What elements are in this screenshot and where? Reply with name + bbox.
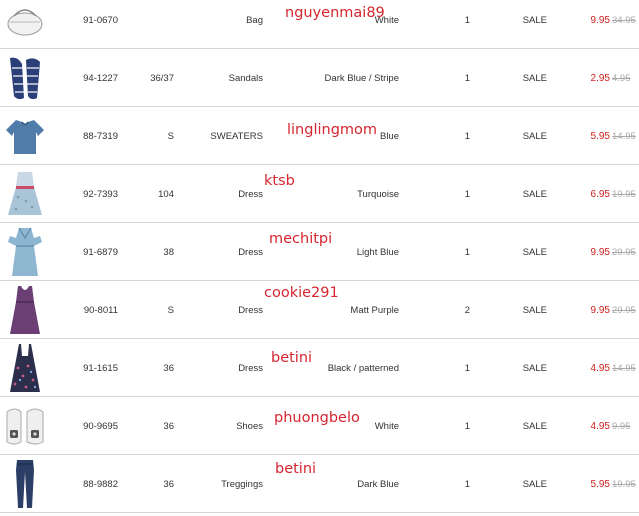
sale-price: 9.95 <box>590 246 610 258</box>
status-label: SALE <box>522 420 547 432</box>
quantity: 1 <box>464 362 470 374</box>
buyer-handle: betini <box>271 350 313 366</box>
buyer-handle: mechitpi <box>269 231 333 247</box>
product-type: Dress <box>238 362 263 374</box>
purple-dress-icon[interactable] <box>0 282 50 338</box>
sale-price: 4.95 <box>590 420 610 432</box>
sale-price: 5.95 <box>590 478 610 490</box>
article-number: 90-8011 <box>83 304 118 316</box>
quantity: 1 <box>464 478 470 490</box>
kids-dress-icon[interactable] <box>0 166 50 222</box>
size: 38 <box>163 246 174 258</box>
size: 36/37 <box>150 72 174 84</box>
status-label: SALE <box>522 478 547 490</box>
size: S <box>167 304 174 316</box>
status-label: SALE <box>522 188 547 200</box>
original-price: 29.95 <box>612 246 636 258</box>
color: Dark Blue / Stripe <box>324 72 399 84</box>
status-label: SALE <box>522 362 547 374</box>
color: Matt Purple <box>350 304 399 316</box>
status-label: SALE <box>522 130 547 142</box>
sandals-icon[interactable] <box>0 50 50 106</box>
table-row <box>0 166 639 223</box>
article-number: 91-1615 <box>83 362 118 374</box>
original-price: 19.95 <box>612 188 636 200</box>
shoes-icon[interactable] <box>0 398 50 454</box>
original-price: 9.95 <box>612 420 631 432</box>
color: Dark Blue <box>357 478 399 490</box>
status-label: SALE <box>522 246 547 258</box>
product-type: Sandals <box>228 72 263 84</box>
size: 104 <box>158 188 174 200</box>
bag-icon[interactable] <box>0 0 50 48</box>
article-number: 94-1227 <box>83 72 118 84</box>
sale-price: 5.95 <box>590 130 610 142</box>
buyer-handle: cookie291 <box>264 285 339 301</box>
product-type: Treggings <box>221 478 263 490</box>
color: Turquoise <box>357 188 399 200</box>
original-price: 4.95 <box>612 72 631 84</box>
size: S <box>167 130 174 142</box>
sale-price: 6.95 <box>590 188 610 200</box>
sale-price: 9.95 <box>590 304 610 316</box>
quantity: 1 <box>464 188 470 200</box>
quantity: 1 <box>464 14 470 26</box>
status-label: SALE <box>522 14 547 26</box>
size: 36 <box>163 478 174 490</box>
product-type: Dress <box>238 188 263 200</box>
table-row <box>0 0 639 49</box>
quantity: 1 <box>464 72 470 84</box>
status-label: SALE <box>522 72 547 84</box>
table-row <box>0 456 639 513</box>
quantity: 1 <box>464 130 470 142</box>
size: 36 <box>163 420 174 432</box>
quantity: 1 <box>464 246 470 258</box>
sale-price: 2.95 <box>590 72 610 84</box>
article-number: 88-9882 <box>83 478 118 490</box>
product-type: SWEATERS <box>210 130 263 142</box>
buyer-handle: ktsb <box>264 173 295 189</box>
original-price: 14.95 <box>612 362 636 374</box>
product-type: Dress <box>238 304 263 316</box>
table-row <box>0 340 639 397</box>
patterned-dress-icon[interactable] <box>0 340 50 396</box>
sale-price: 4.95 <box>590 362 610 374</box>
sweater-icon[interactable] <box>0 108 50 164</box>
color: White <box>374 14 399 26</box>
article-number: 91-0670 <box>83 14 118 26</box>
original-price: 14.95 <box>612 130 636 142</box>
article-number: 91-6879 <box>83 246 118 258</box>
sale-price: 9.95 <box>590 14 610 26</box>
color: Light Blue <box>356 246 399 258</box>
dress-icon[interactable] <box>0 224 50 280</box>
table-row <box>0 108 639 165</box>
table-row <box>0 50 639 107</box>
table-row <box>0 282 639 339</box>
original-price: 29.95 <box>612 304 636 316</box>
quantity: 2 <box>464 304 470 316</box>
color: Black / patterned <box>327 362 399 374</box>
size: 36 <box>163 362 174 374</box>
product-type: Bag <box>246 14 263 26</box>
product-type: Shoes <box>236 420 263 432</box>
treggings-icon[interactable] <box>0 456 50 512</box>
status-label: SALE <box>522 304 547 316</box>
original-price: 19.95 <box>612 478 636 490</box>
article-number: 92-7393 <box>83 188 118 200</box>
buyer-handle: nguyenmai89 <box>285 5 385 21</box>
table-row <box>0 398 639 455</box>
article-number: 88-7319 <box>83 130 118 142</box>
product-type: Dress <box>238 246 263 258</box>
quantity: 1 <box>464 420 470 432</box>
buyer-handle: linglingmom <box>287 122 378 138</box>
color: Blue <box>379 130 399 142</box>
article-number: 90-9695 <box>83 420 118 432</box>
buyer-handle: phuongbelo <box>274 410 360 426</box>
buyer-handle: betini <box>275 461 317 477</box>
size <box>130 0 174 48</box>
original-price: 34.95 <box>612 14 636 26</box>
table-row <box>0 224 639 281</box>
color: White <box>374 420 399 432</box>
